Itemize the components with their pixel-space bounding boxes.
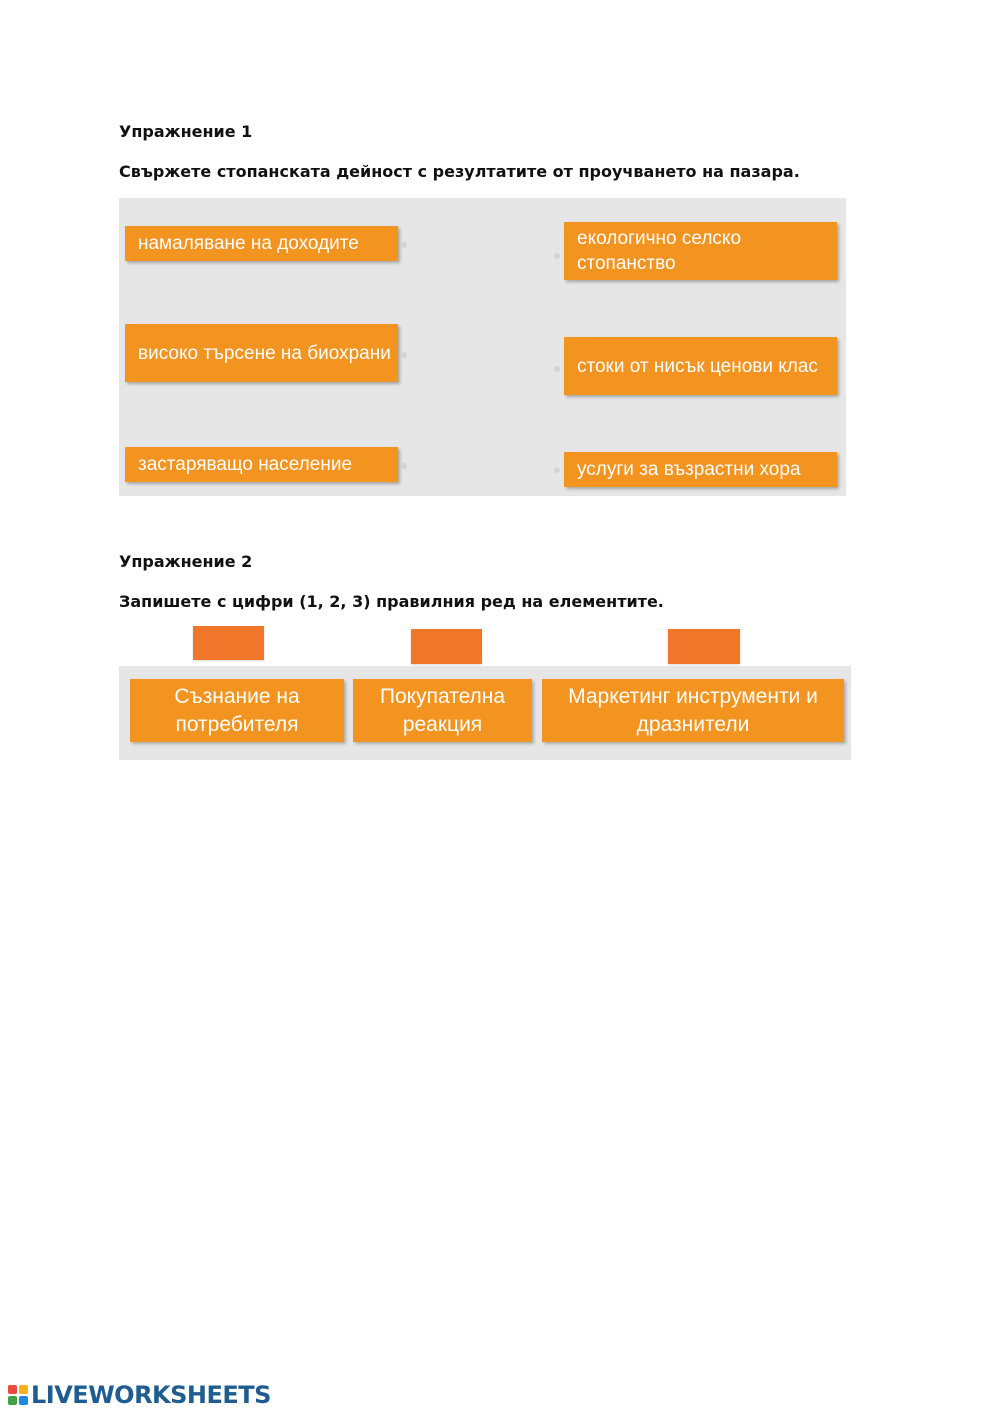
connector-dot[interactable]	[554, 366, 560, 372]
match-left-item-1[interactable]	[125, 226, 398, 261]
order-item-label: Маркетинг инструменти и дразнители	[568, 684, 818, 736]
exercise-1-title: Упражнение 1	[119, 122, 253, 141]
connector-dot[interactable]	[401, 352, 407, 358]
order-item-label: Съзнание на потребителя	[174, 684, 300, 736]
ordering-panel	[119, 666, 851, 760]
liveworksheets-logo	[8, 1381, 271, 1409]
order-item-label: Покупателна реакция	[379, 684, 506, 736]
match-right-item-label: услуги за възрастни хора	[577, 459, 801, 480]
logo-text: LIVEWORKSHEETS	[31, 1381, 271, 1409]
order-answer-input-3[interactable]	[668, 629, 740, 664]
match-right-item-label: стоки от нисък ценови клас	[577, 355, 818, 377]
order-item-2	[353, 679, 532, 742]
connector-dot[interactable]	[554, 467, 560, 473]
connector-dot[interactable]	[554, 253, 560, 259]
exercise-2-title: Упражнение 2	[119, 552, 253, 571]
matching-panel	[119, 198, 846, 496]
match-right-item-label: екологично селско стопанство	[577, 228, 742, 274]
exercise-2-instruction: Запишете с цифри (1, 2, 3) правилния ред на елементите.	[119, 592, 664, 611]
connector-dot[interactable]	[401, 463, 407, 469]
order-answer-input-1[interactable]	[193, 626, 264, 660]
match-left-item-label: намаляване на доходите	[138, 233, 359, 254]
logo-blocks-icon	[8, 1385, 28, 1405]
match-right-item-3[interactable]	[564, 452, 837, 487]
match-left-item-label: високо търсене на биохрани	[138, 342, 391, 364]
match-right-item-1[interactable]	[564, 222, 837, 280]
order-item-3	[542, 679, 844, 742]
order-item-1	[130, 679, 344, 742]
connector-dot[interactable]	[401, 242, 407, 248]
match-left-item-3[interactable]	[125, 447, 398, 482]
match-left-item-2[interactable]	[125, 324, 398, 382]
match-right-item-2[interactable]	[564, 337, 837, 395]
exercise-1-instruction: Свържете стопанската дейност с резултатите от проучването на пазара.	[119, 162, 800, 181]
order-answer-input-2[interactable]	[411, 629, 482, 664]
match-left-item-label: застаряващо население	[138, 454, 353, 475]
